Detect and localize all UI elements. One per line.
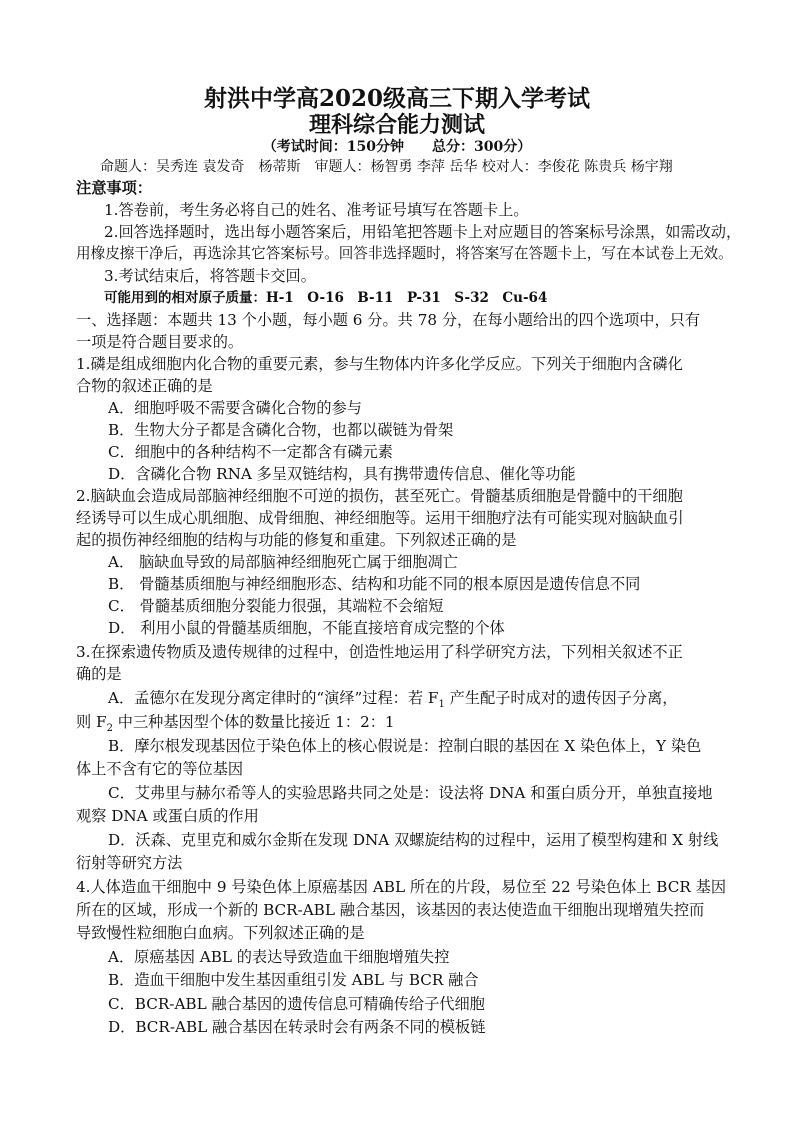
question-4-option-d: D．BCR-ABL 融合基因在转录时会有两条不同的模板链 — [108, 1018, 486, 1036]
question-3-option-d-line-2: 衍射等研究方法 — [76, 854, 183, 872]
exam-title: 射洪中学高2020级高三下期入学考试 — [203, 85, 590, 112]
note-2-line-1: 2.回答选择题时，选出每小题答案后，用铅笔把答题卡上对应题目的答案标号涂黑，如需改动， — [104, 223, 742, 241]
question-4-stem-line-1: 4.人体造血干细胞中 9 号染色体上原癌基因 ABL 所在的片段，易位至 22 号染色体上 BCR 基因 — [76, 878, 726, 896]
question-1-option-a: A．细胞呼吸不需要含磷化合物的参与 — [108, 399, 362, 417]
question-3-stem-line-1: 3.在探索遗传物质及遗传规律的过程中，创造性地运用了科学研究方法，下列相关叙述不正 — [76, 643, 683, 661]
section-1-heading-line-1: 一、选择题：本题共 13 个小题，每小题 6 分。共 78 分，在每小题给出的四个选项中，只有 — [76, 311, 701, 329]
exam-staff: 命题人：吴秀连 袁发奇 杨蒂斯 审题人：杨智勇 李萍 岳华 校对人：李俊花 陈贵兵 杨宇翔 — [100, 159, 673, 175]
atomic-mass-label: 可能用到的相对原子质量： — [104, 290, 266, 306]
question-2-stem-line-2: 经诱导可以生成心肌细胞、成骨细胞、神经细胞等。运用干细胞疗法有可能实现对脑缺血引 — [76, 509, 684, 527]
question-1-option-b: B．生物大分子都是含磷化合物，也都以碳链为骨架 — [108, 421, 454, 439]
atomic-mass-values: H-1 O-16 B-11 P-31 S-32 Cu-64 — [266, 290, 548, 306]
question-2-stem-line-1: 2.脑缺血会造成局部脑神经细胞不可逆的损伤，甚至死亡。骨髓基质细胞是骨髓中的干细胞 — [76, 487, 683, 505]
question-2-stem-line-3: 起的损伤神经细胞的结构与功能的修复和重建。下列叙述正确的是 — [76, 531, 517, 549]
question-3-option-c-line-1: C．艾弗里与赫尔希等人的实验思路共同之处是：设法将 DNA 和蛋白质分开，单独直接地 — [108, 784, 713, 802]
question-1-stem-line-2: 合物的叙述正确的是 — [76, 377, 213, 395]
question-1-option-c: C．细胞中的各种结构不一定都含有磷元素 — [108, 443, 393, 461]
question-3-option-a-text-1: A．孟德尔在发现分离定律时的“演绎”过程：若 F — [108, 689, 439, 707]
note-2-line-2: 用橡皮擦干净后，再选涂其它答案标号。回答非选择题时，将答案写在答题卡上，写在本试卷上无效。 — [76, 245, 733, 262]
question-4-stem-line-2: 所在的区域，形成一个新的 BCR-ABL 融合基因，该基因的表达使造血干细胞出现增殖失控而 — [76, 901, 705, 919]
question-4-stem-line-3: 导致慢性粒细胞白血病。下列叙述正确的是 — [76, 924, 365, 942]
subscript-2: 2 — [106, 723, 113, 735]
question-3-option-b-line-2: 体上不含有它的等位基因 — [76, 760, 244, 778]
question-3-option-a-text-3: 则 F — [76, 713, 107, 731]
question-4-option-a: A．原癌基因 ABL 的表达导致造血干细胞增殖失控 — [108, 948, 450, 966]
question-3-option-b-line-1: B．摩尔根发现基因位于染色体上的核心假说是：控制白眼的基因在 X 染色体上，Y 染色 — [108, 737, 702, 755]
exam-time-score: （考试时间：150分钟 总分：300分） — [262, 139, 532, 155]
subscript-1: 1 — [438, 699, 445, 711]
atomic-mass-line — [104, 287, 547, 309]
question-2-option-c: C． 骨髓基质细胞分裂能力很强，其端粒不会缩短 — [108, 597, 444, 615]
question-3-option-c-line-2: 观察 DNA 或蛋白质的作用 — [76, 807, 259, 825]
question-4-option-b: B．造血干细胞中发生基因重组引发 ABL 与 BCR 融合 — [108, 971, 479, 989]
question-3-option-d-line-1: D．沃森、克里克和威尔金斯在发现 DNA 双螺旋结构的过程中，运用了模型构建和 X 射线 — [108, 831, 719, 849]
question-1-stem-line-1: 1.磷是组成细胞内化合物的重要元素，参与生物体内许多化学反应。下列关于细胞内含磷化 — [76, 355, 683, 373]
notes-heading: 注意事项： — [76, 179, 152, 197]
exam-subtitle: 理科综合能力测试 — [308, 112, 485, 138]
question-1-option-d: D．含磷化合物 RNA 多呈双链结构，具有携带遗传信息、催化等功能 — [108, 465, 576, 483]
section-1-heading-line-2: 一项是符合题目要求的。 — [76, 333, 244, 351]
question-3-option-a-text-2: 产生配子时成对的遗传因子分离， — [444, 689, 678, 707]
note-1: 1.答卷前，考生务必将自己的姓名、准考证号填写在答题卡上。 — [104, 201, 529, 219]
question-2-option-a: A． 脑缺血导致的局部脑神经细胞死亡属于细胞凋亡 — [108, 553, 458, 571]
question-2-option-b: B． 骨髓基质细胞与神经细胞形态、结构和功能不同的根本原因是遗传信息不同 — [108, 575, 641, 593]
note-3: 3.考试结束后，将答题卡交回。 — [104, 267, 316, 285]
question-3-stem-line-2: 确的是 — [76, 665, 122, 683]
question-2-option-d: D． 利用小鼠的骨髓基质细胞，不能直接培育成完整的个体 — [108, 619, 505, 637]
question-3-option-a-text-4: 中三种基因型个体的数量比接近 1：2：1 — [112, 713, 395, 731]
question-4-option-c: C．BCR-ABL 融合基因的遗传信息可精确传给子代细胞 — [108, 995, 485, 1013]
